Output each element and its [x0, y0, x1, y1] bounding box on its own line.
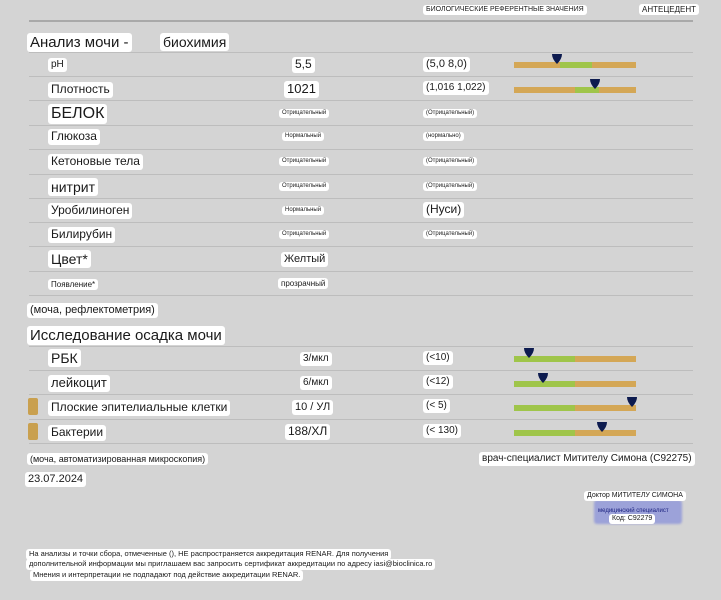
- row-name-wbc: лейкоцит: [48, 375, 110, 392]
- row-divider: [29, 222, 693, 223]
- row-ref-glucose: (нормально): [423, 132, 464, 141]
- range-high-segment: [592, 62, 636, 68]
- result-marker-icon: [537, 372, 549, 384]
- range-bar-bacteria: [514, 430, 636, 436]
- range-low-segment: [514, 87, 575, 93]
- row-divider: [29, 76, 693, 77]
- row-ref-bilirubin: (Отрицательный): [423, 230, 477, 239]
- result-marker-icon: [626, 396, 638, 408]
- row-name-rbc: РБК: [48, 349, 81, 367]
- row-value-ketones: Отрицательный: [279, 157, 329, 166]
- section-title-urinalysis: Анализ мочи -: [27, 33, 132, 52]
- range-high-segment: [575, 356, 636, 362]
- row-divider: [29, 443, 693, 444]
- row-value-bilirubin: Отрицательный: [279, 230, 329, 239]
- row-name-color: Цвет*: [48, 250, 91, 268]
- row-ref-epithelial: (< 5): [423, 399, 450, 413]
- row-value-protein: Отрицательный: [279, 109, 329, 118]
- stamp-doctor-name: Доктор МИТИТЕЛУ СИМОНА: [584, 491, 686, 501]
- row-value-ph: 5,5: [292, 57, 315, 73]
- row-ref-wbc: (<12): [423, 375, 453, 389]
- range-high-segment: [599, 87, 636, 93]
- row-divider: [29, 246, 693, 247]
- row-divider: [29, 271, 693, 272]
- row-ref-rbc: (<10): [423, 351, 453, 365]
- row-name-density: Плотность: [48, 82, 113, 98]
- result-marker-icon: [523, 347, 535, 359]
- row-divider: [29, 198, 693, 199]
- result-marker-icon: [596, 421, 608, 433]
- row-value-glucose: Нормальный: [282, 132, 324, 141]
- stamp-specialty: медицинский специалист: [598, 508, 669, 514]
- footer-line-3: Мнения и интерпретации не подпадают под действие аккредитации RENAR.: [30, 570, 303, 581]
- row-name-nitrite: нитрит: [48, 178, 98, 196]
- range-high-segment: [575, 381, 636, 387]
- row-value-wbc: 6/мкл: [300, 376, 332, 390]
- row-value-rbc: 3/мкл: [300, 352, 332, 366]
- row-name-epithelial: Плоские эпителиальные клетки: [48, 400, 230, 416]
- header-rule: [29, 20, 693, 22]
- row-name-glucose: Глюкоза: [48, 129, 100, 145]
- range-normal-segment: [514, 430, 575, 436]
- row-divider: [29, 346, 693, 347]
- footer-line-2: дополнительной информации мы приглашаем вас запросить сертификат аккредитации по адресу iasi@bioclinica.ro: [26, 559, 435, 570]
- report-date: 23.07.2024: [25, 472, 86, 487]
- row-name-ph: pH: [48, 58, 67, 72]
- range-bar-ph: [514, 62, 636, 68]
- range-normal-segment: [514, 405, 575, 411]
- row-ref-urobilinogen: (Нуси): [423, 202, 464, 218]
- row-ref-bacteria: (< 130): [423, 424, 461, 438]
- row-value-urobilinogen: Нормальный: [282, 206, 324, 215]
- flag-abnormal-marker: [28, 398, 38, 415]
- range-bar-epithelial: [514, 405, 636, 411]
- result-marker-icon: [589, 78, 601, 90]
- row-value-bacteria: 188/ХЛ: [285, 424, 330, 440]
- row-divider: [29, 174, 693, 175]
- row-divider: [29, 394, 693, 395]
- range-normal-segment: [560, 62, 592, 68]
- range-bar-wbc: [514, 381, 636, 387]
- row-name-bacteria: Бактерии: [48, 425, 106, 441]
- previous-column-header: АНТЕЦЕДЕНТ: [639, 4, 699, 15]
- row-value-color: Желтый: [281, 252, 328, 267]
- row-divider: [29, 149, 693, 150]
- row-name-bilirubin: Билирубин: [48, 227, 115, 243]
- row-name-ketones: Кетоновые тела: [48, 154, 143, 170]
- section2-method: (моча, автоматизированная микроскопия): [27, 453, 208, 465]
- doctor-signature-line: врач-специалист Митителу Симона (C92275): [479, 452, 695, 466]
- row-value-density: 1021: [284, 81, 319, 98]
- row-name-appearance: Появление*: [48, 279, 98, 290]
- row-ref-protein: (Отрицательный): [423, 109, 477, 118]
- flag-abnormal-marker: [28, 423, 38, 440]
- row-divider: [29, 370, 693, 371]
- section1-method: (моча, рефлектометрия): [27, 303, 158, 318]
- row-ref-ketones: (Отрицательный): [423, 157, 477, 166]
- result-marker-icon: [551, 53, 563, 65]
- stamp-code: Код: C92279: [609, 514, 655, 524]
- row-name-protein: БЕЛОК: [48, 104, 107, 124]
- row-divider: [29, 125, 693, 126]
- row-divider: [29, 100, 693, 101]
- row-divider: [29, 419, 693, 420]
- range-bar-density: [514, 87, 636, 93]
- row-value-epithelial: 10 / УЛ: [292, 400, 333, 415]
- row-divider: [29, 295, 693, 296]
- row-ref-ph: (5,0 8,0): [423, 57, 470, 72]
- row-divider: [29, 52, 693, 53]
- section-title-sediment: Исследование осадка мочи: [27, 326, 225, 345]
- footer-line-1: На анализы и точки сбора, отмеченные (), НЕ распространяется аккредитация RENAR. Для получения: [26, 549, 391, 560]
- row-ref-nitrite: (Отрицательный): [423, 182, 477, 191]
- row-name-urobilinogen: Уробилиноген: [48, 203, 132, 219]
- row-ref-density: (1,016 1,022): [423, 81, 489, 95]
- section-subtitle-biochemistry: биохимия: [160, 33, 229, 51]
- row-value-appearance: прозрачный: [278, 278, 328, 289]
- reference-column-header: БИОЛОГИЧЕСКИЕ РЕФЕРЕНТНЫЕ ЗНАЧЕНИЯ: [423, 5, 587, 15]
- row-value-nitrite: Отрицательный: [279, 182, 329, 191]
- range-bar-rbc: [514, 356, 636, 362]
